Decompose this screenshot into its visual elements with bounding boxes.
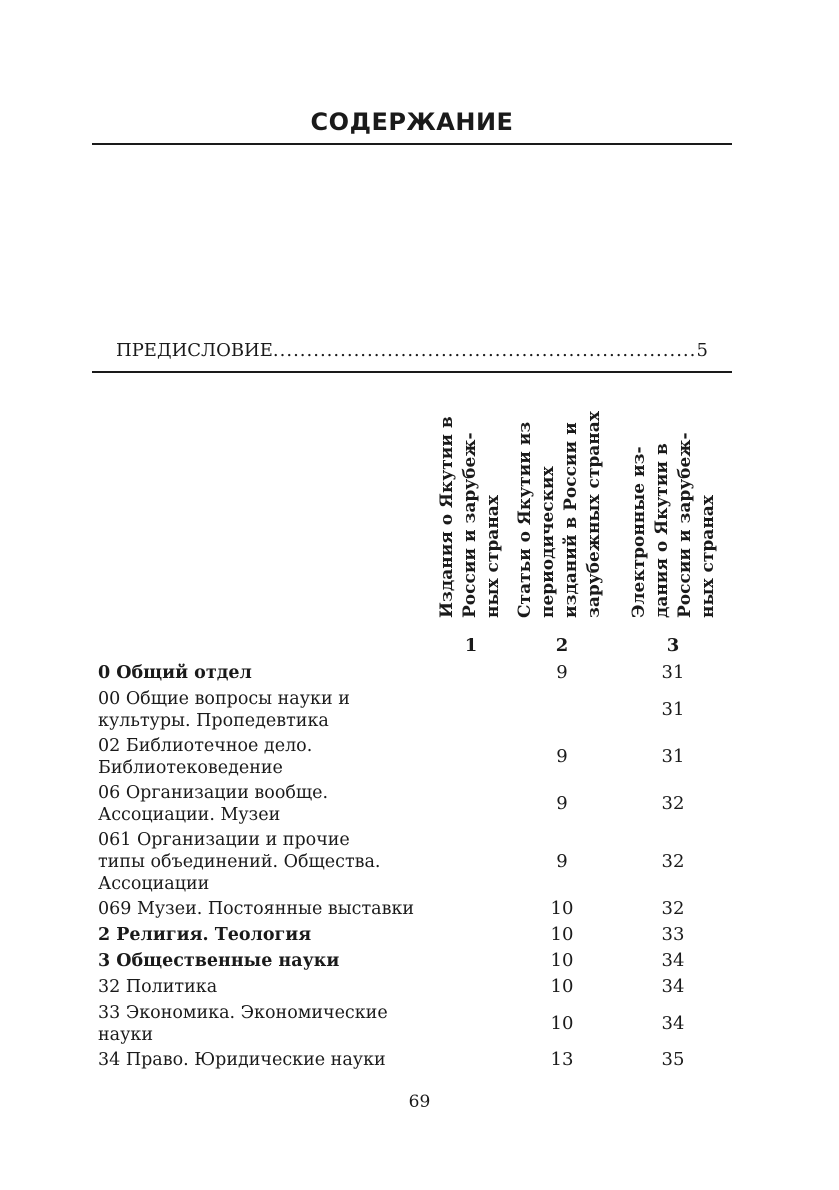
column-heading-3: Электронные из- дания о Якутии в России и зарубеж- ных странах [629,432,718,618]
row-label: 00 Общие вопросы науки и культуры. Пропедевтика [98,689,350,731]
row-label: 2 Религия. Теология [98,925,312,945]
row-label: 34 Право. Юридические науки [98,1050,386,1070]
row-label: 32 Политика [98,977,218,997]
preface-page: 5 [696,340,708,361]
row-page-col3: 34 [661,976,685,997]
row-label: 33 Экономика. Экономические науки [98,1003,388,1045]
toc-preface[interactable] [116,340,708,361]
row-page-col3: 32 [661,793,685,814]
row-label: 069 Музеи. Постоянные выставки [98,899,415,919]
row-page-col2: 10 [550,924,574,945]
row-page-col3: 31 [661,746,685,767]
row-label: 02 Библиотечное дело. Библиотековедение [98,736,313,778]
row-page-col3: 33 [661,924,685,945]
row-page-col3: 32 [661,898,685,919]
row-page-col2: 10 [550,898,574,919]
row-page-col3: 34 [661,950,685,971]
row-page-col2: 9 [556,851,568,872]
row-label: 0 Общий отдел [98,663,252,683]
preface-label: ПРЕДИСЛОВИЕ [116,340,273,361]
column-heading-1: Издания о Якутии в России и зарубеж- ных странах [437,416,503,618]
column-number-1: 1 [464,635,478,656]
row-label: 06 Организации вообще. Ассоциации. Музеи [98,783,329,825]
column-heading-2: Статьи о Якутии из периодических изданий в России и зарубежных странах [515,411,604,618]
row-page-col3: 31 [661,662,685,683]
row-page-col3: 35 [661,1049,685,1070]
table-top-rule [92,371,732,373]
column-number-3: 3 [666,635,680,656]
page-title: СОДЕРЖАНИЕ [310,108,514,136]
row-page-col2: 9 [556,793,568,814]
page-number: 69 [408,1092,431,1112]
row-page-col3: 31 [661,699,685,720]
row-page-col3: 34 [661,1013,685,1034]
row-page-col3: 32 [661,851,685,872]
row-label: 061 Организации и прочие типы объединений. Общества. Ассоциации [98,830,381,894]
row-page-col2: 10 [550,976,574,997]
row-page-col2: 10 [550,950,574,971]
row-page-col2: 13 [550,1049,574,1070]
row-label: 3 Общественные науки [98,951,340,971]
row-page-col2: 10 [550,1013,574,1034]
row-page-col2: 9 [556,662,568,683]
column-number-2: 2 [555,635,569,656]
row-page-col2: 9 [556,746,568,767]
title-rule [92,143,732,145]
leader-dots [273,340,697,361]
